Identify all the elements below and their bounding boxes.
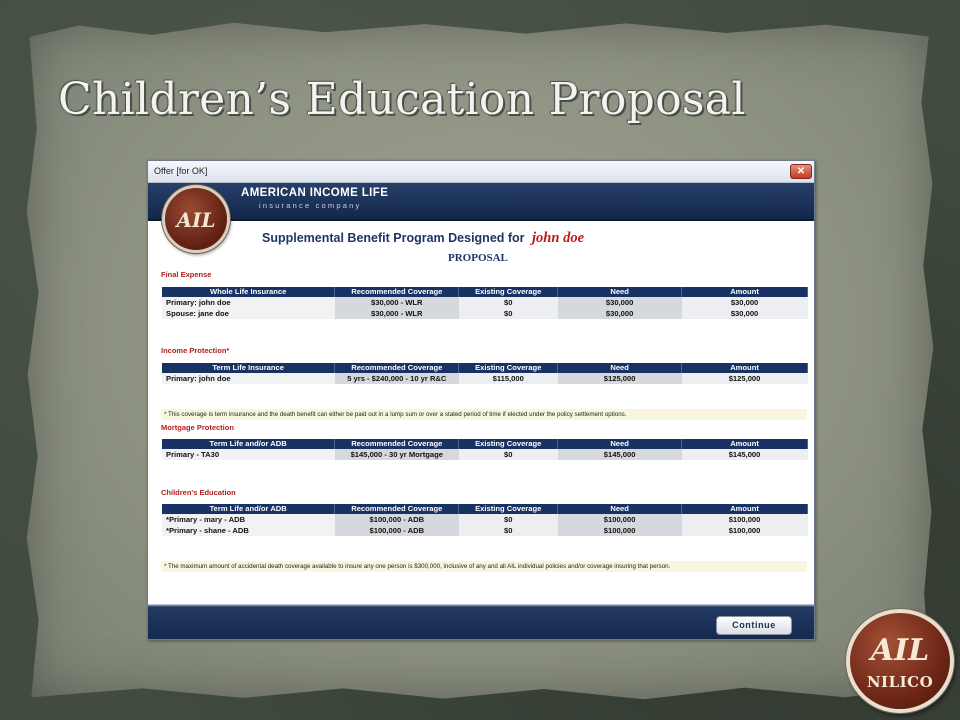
- table-cell: Spouse: jane doe: [162, 308, 335, 319]
- accidental-death-note: * The maximum amount of accidental death coverage available to insure any one person is $300,000, inclusive of any and all AIL individual policies and/or coverage insuring that person.: [161, 561, 807, 572]
- table-cell: $100,000 - ADB: [335, 525, 459, 536]
- table-cell: $100,000 - ADB: [335, 514, 459, 525]
- table-header-row: [162, 504, 808, 514]
- column-header: Existing Coverage: [459, 363, 558, 373]
- table-cell: $30,000 - WLR: [335, 297, 459, 308]
- table-cell: *Primary - mary - ADB: [162, 514, 335, 525]
- table-cell: $100,000: [558, 525, 682, 536]
- column-header: Amount: [682, 363, 808, 373]
- column-header: Recommended Coverage: [335, 363, 459, 373]
- table-cell: *Primary - shane - ADB: [162, 525, 335, 536]
- table-row: [162, 297, 808, 308]
- window-footer: [148, 604, 815, 640]
- nilico-logo-text: NILICO: [866, 673, 934, 691]
- column-header: Term Life Insurance: [162, 363, 335, 373]
- company-logo-mark: AIL: [176, 208, 216, 232]
- table-header-row: [162, 287, 808, 297]
- proposal-label: PROPOSAL: [448, 252, 508, 264]
- column-header: Existing Coverage: [459, 287, 558, 297]
- table-cell: $145,000: [682, 449, 808, 460]
- column-header: Recommended Coverage: [335, 439, 459, 449]
- column-header: Amount: [682, 287, 808, 297]
- table-header-row: [162, 363, 808, 373]
- table-row: [162, 449, 808, 460]
- column-header: Recommended Coverage: [335, 504, 459, 514]
- table-cell: Primary: john doe: [162, 373, 335, 384]
- window-title: Offer [for OK]: [154, 166, 208, 176]
- table-cell: Primary: john doe: [162, 297, 335, 308]
- close-button[interactable]: [790, 164, 812, 179]
- continue-button[interactable]: Continue: [716, 616, 792, 635]
- program-heading-text: Supplemental Benefit Program Designed for: [262, 231, 525, 245]
- program-heading: [262, 230, 584, 247]
- income-protection-table: [162, 363, 808, 384]
- nilico-logo-mark: AIL: [870, 633, 930, 668]
- section-label-final-expense: Final Expense: [161, 270, 212, 279]
- table-cell: $125,000: [682, 373, 808, 384]
- table-cell: $100,000: [558, 514, 682, 525]
- close-icon: ✕: [796, 166, 806, 177]
- table-cell: $0: [459, 525, 558, 536]
- client-name: john doe: [532, 230, 584, 246]
- childrens-education-table: [162, 504, 808, 536]
- window-titlebar[interactable]: [148, 161, 814, 183]
- table-cell: 5 yrs - $240,000 - 10 yr R&C: [335, 373, 459, 384]
- table-cell: $125,000: [558, 373, 682, 384]
- brand-name: AMERICAN INCOME LIFE: [241, 187, 389, 199]
- table-cell: $100,000: [682, 525, 808, 536]
- column-header: Need: [558, 504, 682, 514]
- section-label-childrens-education: Children's Education: [161, 488, 236, 497]
- brand-subtitle: insurance company: [259, 201, 362, 210]
- table-row: [162, 308, 808, 319]
- column-header: Amount: [682, 504, 808, 514]
- table-cell: $100,000: [682, 514, 808, 525]
- table-cell: $115,000: [459, 373, 558, 384]
- table-cell: $0: [459, 297, 558, 308]
- column-header: Need: [558, 363, 682, 373]
- table-cell: $30,000: [682, 308, 808, 319]
- final-expense-table: [162, 287, 808, 319]
- mortgage-protection-table: [162, 439, 808, 460]
- table-cell: $30,000: [682, 297, 808, 308]
- table-cell: $145,000: [558, 449, 682, 460]
- column-header: Need: [558, 287, 682, 297]
- column-header: Existing Coverage: [459, 439, 558, 449]
- column-header: Term Life and/or ADB: [162, 504, 335, 514]
- table-cell: $30,000: [558, 308, 682, 319]
- table-cell: $0: [459, 514, 558, 525]
- column-header: Recommended Coverage: [335, 287, 459, 297]
- column-header: Whole Life Insurance: [162, 287, 335, 297]
- brand-banner: [148, 183, 815, 221]
- term-insurance-note: * This coverage is term insurance and the death benefit can either be paid out in a lump sum or over a stated period of time if elected under the policy settlement options.: [161, 409, 807, 420]
- table-row: [162, 373, 808, 384]
- table-cell: $0: [459, 308, 558, 319]
- section-label-mortgage-protection: Mortgage Protection: [161, 423, 234, 432]
- column-header: Need: [558, 439, 682, 449]
- offer-window: [147, 160, 815, 640]
- table-cell: Primary - TA30: [162, 449, 335, 460]
- table-row: [162, 514, 808, 525]
- table-cell: $0: [459, 449, 558, 460]
- table-row: [162, 525, 808, 536]
- section-label-income-protection: Income Protection*: [161, 346, 230, 355]
- table-cell: $30,000: [558, 297, 682, 308]
- table-cell: $30,000 - WLR: [335, 308, 459, 319]
- company-logo: [162, 185, 230, 253]
- table-header-row: [162, 439, 808, 449]
- slide-title: Children’s Education Proposal: [58, 74, 746, 125]
- column-header: Existing Coverage: [459, 504, 558, 514]
- nilico-logo: [846, 609, 954, 713]
- column-header: Amount: [682, 439, 808, 449]
- table-cell: $145,000 - 30 yr Mortgage: [335, 449, 459, 460]
- column-header: Term Life and/or ADB: [162, 439, 335, 449]
